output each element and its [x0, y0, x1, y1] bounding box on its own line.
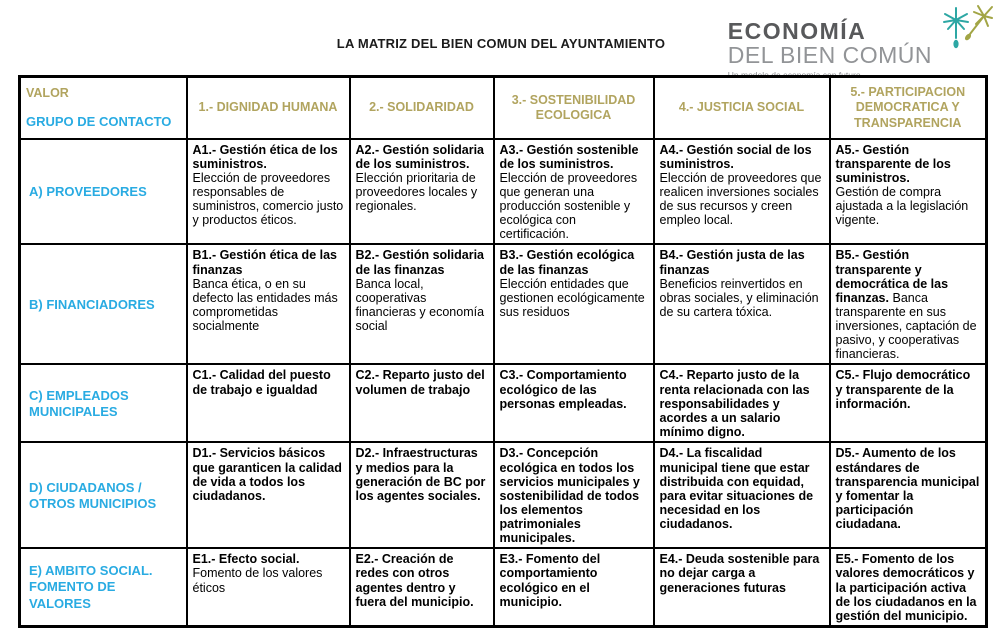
cell-e2	[350, 548, 494, 626]
cell-title: D3.- Concepción ecológica en todos los servicios municipales y sostenibilidad de todos los elementos patrimoniales municipales.	[499, 446, 640, 546]
cell-c3	[494, 364, 654, 442]
cell-title: A2.- Gestión solidaria de los suministros.	[355, 142, 485, 171]
logo-text	[728, 4, 932, 80]
cell-c2	[350, 364, 494, 442]
cell-a1	[187, 139, 350, 245]
col-header-sostenibilidad: 3.- SOSTENIBILIDAD ECOLOGICA	[494, 77, 654, 139]
cell-e3	[494, 548, 654, 626]
cell-b4	[654, 244, 830, 364]
cell-a2	[350, 139, 494, 245]
ebc-logo	[728, 4, 996, 80]
cell-desc: Banca local, cooperativas financieras y economía social	[355, 276, 485, 333]
cell-title: B4.- Gestión justa de las finanzas	[659, 248, 805, 277]
cell-e5	[830, 548, 987, 626]
cell-title: B5.- Gestión transparente y democrática de las finanzas.	[835, 248, 949, 305]
cell-d4	[654, 442, 830, 548]
cell-title: D4.- La fiscalidad municipal tiene que estar distribuida con equidad, para evitar situaciones de necesidad en los ciudadanos.	[659, 446, 814, 531]
cell-desc: Elección de proveedores que generan una producción sostenible y ecológica con certificación.	[499, 170, 638, 242]
cell-title: D5.- Aumento de los estándares de transparencia municipal y fomentar la participación ciudadana.	[835, 446, 980, 531]
logo-line1: ECONOMÍA	[727, 18, 867, 44]
cell-desc: Beneficios reinvertidos en obras sociales, y eliminación de su cartera tóxica.	[659, 276, 819, 319]
row-ambito-social	[20, 548, 987, 626]
cell-title: A5.- Gestión transparente de los suministros.	[835, 142, 951, 185]
logo-tagline: Un modelo de economía con futuro	[727, 69, 861, 80]
cell-a4	[654, 139, 830, 245]
row-ciudadanos	[20, 442, 987, 548]
row-label-financiadores: B) FINANCIADORES	[20, 244, 187, 364]
cell-d3	[494, 442, 654, 548]
cell-desc: Fomento de los valores éticos	[192, 566, 323, 595]
dandelion-icon	[934, 4, 996, 62]
cell-e1	[187, 548, 350, 626]
cell-desc: Elección de proveedores responsables de suministros, comercio justo y productos éticos.	[192, 170, 344, 228]
cell-desc: Banca transparente en sus inversiones, captación de pasivo, y cooperativas financieras.	[835, 290, 977, 362]
row-empleados	[20, 364, 987, 442]
cell-title: C3.- Comportamiento ecológico de las personas empleadas.	[499, 368, 627, 411]
cell-title: D1.- Servicios básicos que garanticen la calidad de vida a todos los ciudadanos.	[192, 446, 342, 503]
cell-d1	[187, 442, 350, 548]
cell-a3	[494, 139, 654, 245]
cell-desc: Gestión de compra ajustada a la legislación vigente.	[835, 184, 969, 228]
cell-e4	[654, 548, 830, 626]
row-financiadores	[20, 244, 987, 364]
cell-title: B1.- Gestión ética de las finanzas	[192, 248, 337, 277]
header-row	[20, 77, 987, 139]
col-header-dignidad-humana: 1.- DIGNIDAD HUMANA	[187, 77, 350, 139]
cell-c5	[830, 364, 987, 442]
page-title: LA MATRIZ DEL BIEN COMUN DEL AYUNTAMIENTO	[336, 36, 666, 51]
corner-header	[20, 77, 187, 139]
cell-title: E4.- Deuda sostenible para no dejar carga a generaciones futuras	[659, 552, 820, 595]
cell-title: C4.- Reparto justo de la renta relacionada con las responsabilidades y acordes a un salario mínimo digno.	[659, 368, 810, 439]
cell-d2	[350, 442, 494, 548]
cell-title: B2.- Gestión solidaria de las finanzas	[355, 248, 485, 277]
cell-c4	[654, 364, 830, 442]
cell-b5	[830, 244, 987, 364]
cell-desc: Banca ética, o en su defecto las entidades más comprometidas socialmente	[192, 276, 338, 333]
row-label-empleados: C) EMPLEADOS MUNICIPALES	[20, 364, 187, 442]
cell-desc: Elección entidades que gestionen ecológicamente sus residuos	[499, 276, 645, 319]
corner-grupo: GRUPO DE CONTACTO	[26, 114, 172, 130]
cell-title: A1.- Gestión ética de los suministros.	[192, 142, 338, 171]
cell-d5	[830, 442, 987, 548]
cell-title: C1.- Calidad del puesto de trabajo e igualdad	[192, 368, 331, 397]
corner-valor: VALOR	[26, 86, 69, 101]
cell-title: E5.- Fomento de los valores democráticos y la participación activa de los ciudadanos en la gestión del municipio.	[835, 552, 977, 623]
col-header-solidaridad: 2.- SOLIDARIDAD	[350, 77, 494, 139]
cell-title: A4.- Gestión social de los suministros.	[659, 142, 812, 171]
cell-title: B3.- Gestión ecológica de las finanzas	[499, 248, 635, 277]
cell-title: E2.- Creación de redes con otros agentes dentro y fuera del municipio.	[355, 552, 474, 609]
cell-title: C2.- Reparto justo del volumen de trabajo	[355, 368, 485, 397]
cell-b1	[187, 244, 350, 364]
cell-desc: Elección de proveedores que realicen inversiones sociales de sus recursos y creen empleo local.	[659, 170, 822, 228]
row-proveedores	[20, 139, 987, 245]
logo-line2: DEL BIEN COMÚN	[727, 41, 932, 68]
cell-b3	[494, 244, 654, 364]
col-header-justicia-social: 4.- JUSTICIA SOCIAL	[654, 77, 830, 139]
cell-b2	[350, 244, 494, 364]
cell-title: E3.- Fomento del comportamiento ecológico en el municipio.	[499, 552, 601, 609]
cell-title: D2.- Infraestructuras y medios para la generación de BC por los agentes sociales.	[355, 446, 486, 503]
common-good-matrix	[18, 75, 988, 628]
row-label-ambito-social: E) AMBITO SOCIAL. FOMENTO DE VALORES	[20, 548, 187, 626]
cell-c1	[187, 364, 350, 442]
row-label-proveedores: A) PROVEEDORES	[20, 139, 187, 245]
cell-title: E1.- Efecto social.	[192, 552, 300, 567]
cell-desc: Elección prioritaria de proveedores locales y regionales.	[355, 170, 478, 213]
col-header-participacion: 5.- PARTICIPACION DEMOCRATICA Y TRANSPARENCIA	[830, 77, 987, 139]
row-label-ciudadanos: D) CIUDADANOS / OTROS MUNICIPIOS	[20, 442, 187, 548]
cell-title: A3.- Gestión sostenible de los suministros.	[499, 142, 639, 171]
cell-a5	[830, 139, 987, 245]
cell-title: C5.- Flujo democrático y transparente de la información.	[835, 368, 971, 411]
